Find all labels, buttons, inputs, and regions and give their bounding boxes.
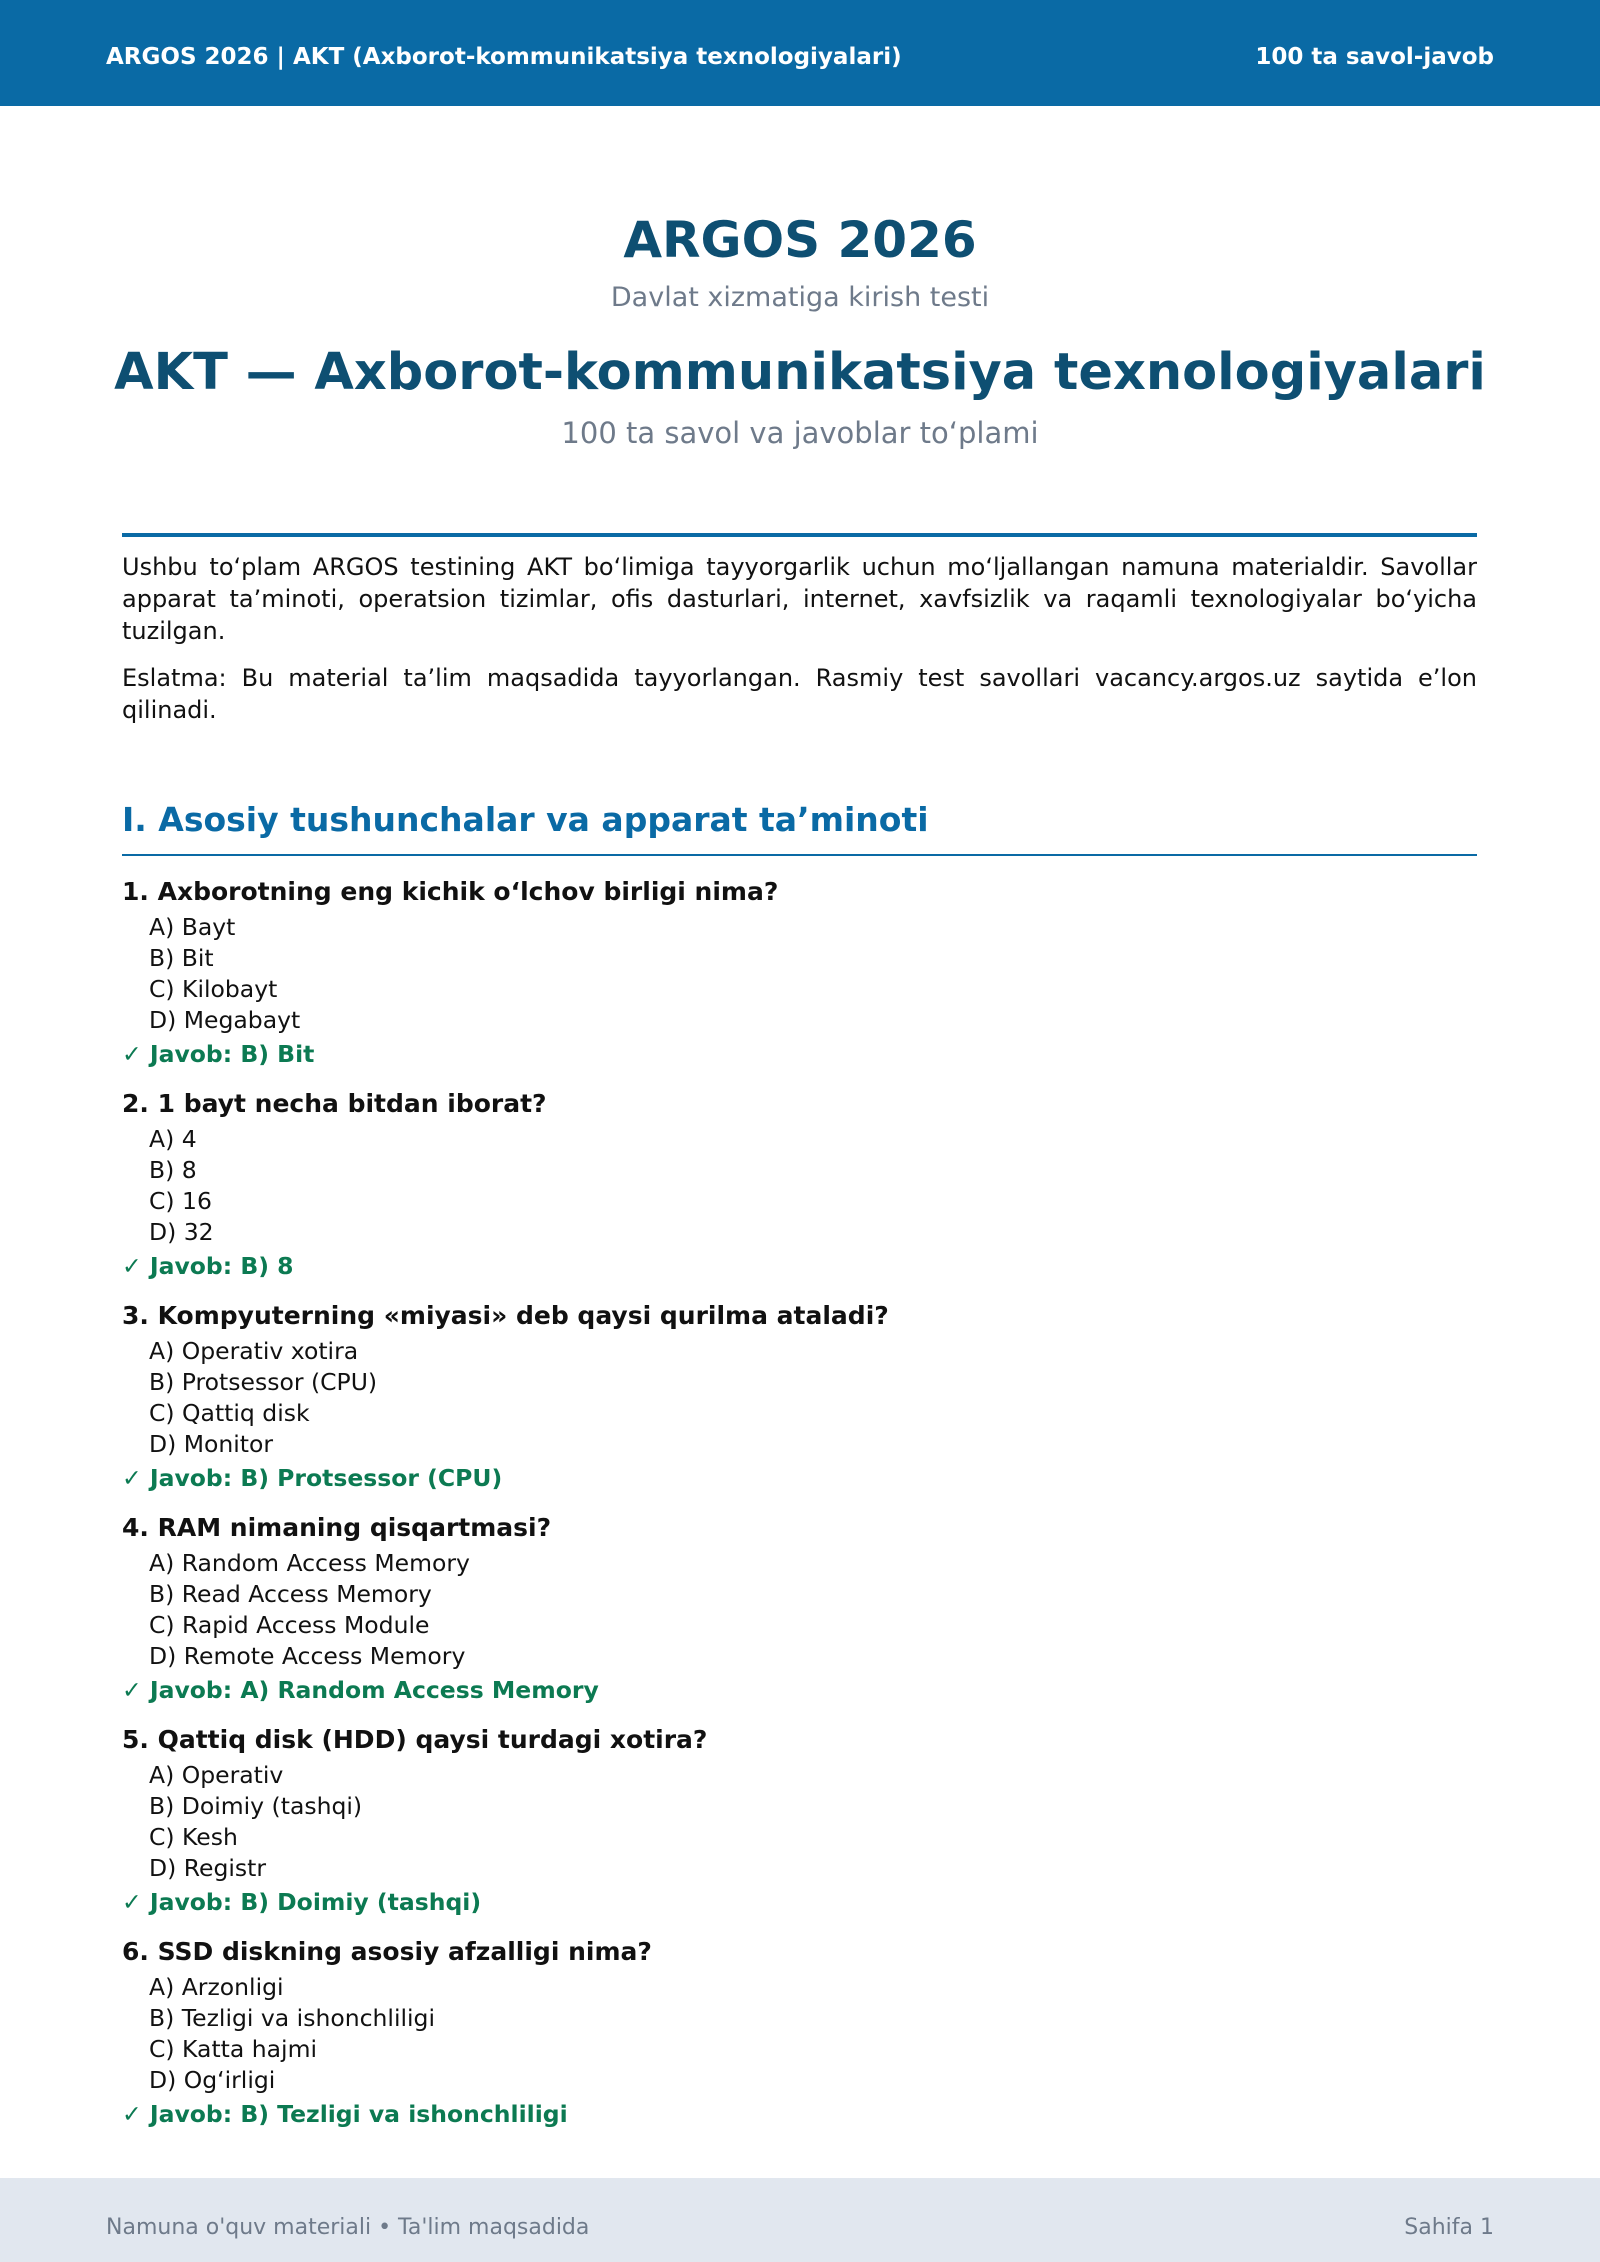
- answer-option: B) Bit: [149, 944, 214, 972]
- question-text: 6. SSD diskning asosiy afzalligi nima?: [122, 1937, 652, 1966]
- page-number: Sahifa 1: [1404, 2215, 1494, 2240]
- answer-option: C) Rapid Access Module: [149, 1611, 430, 1639]
- answer-option: D) Og‘irligi: [149, 2066, 276, 2094]
- question-item: [122, 1299, 1477, 1494]
- answer-option: A) Operativ: [149, 1761, 284, 1789]
- question-text: 2. 1 bayt necha bitdan iborat?: [122, 1089, 547, 1118]
- correct-answer: ✓ Javob: B) Tezligi va ishonchliligi: [122, 2100, 568, 2128]
- question-text: 1. Axborotning eng kichik o‘lchov birligi nima?: [122, 877, 779, 906]
- question-item: [122, 875, 1477, 1070]
- header-title: ARGOS 2026 | AKT (Axborot-kommunikatsiya texnologiyalari): [106, 44, 902, 70]
- answer-option: D) Registr: [149, 1854, 267, 1882]
- answer-option: B) 8: [149, 1156, 197, 1184]
- question-item: [122, 1087, 1477, 1282]
- answer-option: A) Bayt: [149, 913, 236, 941]
- question-item: [122, 1511, 1477, 1706]
- page-footer: [0, 2178, 1600, 2262]
- correct-answer: ✓ Javob: B) Bit: [122, 1040, 315, 1068]
- answer-option: D) Remote Access Memory: [149, 1642, 466, 1670]
- footer-note: Namuna o'quv materiali • Ta'lim maqsadida: [106, 2215, 590, 2240]
- question-item: [122, 1723, 1477, 1918]
- correct-answer: ✓ Javob: B) Protsessor (CPU): [122, 1464, 503, 1492]
- answer-option: C) Katta hajmi: [149, 2035, 317, 2063]
- correct-answer: ✓ Javob: A) Random Access Memory: [122, 1676, 599, 1704]
- answer-option: B) Read Access Memory: [149, 1580, 432, 1608]
- answer-option: D) Monitor: [149, 1430, 274, 1458]
- answer-option: C) Kesh: [149, 1823, 238, 1851]
- answer-option: A) Operativ xotira: [149, 1337, 359, 1365]
- answer-option: B) Tezligi va ishonchliligi: [149, 2004, 435, 2032]
- document-subtitle: 100 ta savol va javoblar to‘plami: [561, 415, 1039, 450]
- intro-paragraph: Ushbu to‘plam ARGOS testining AKT bo‘limiga tayyorgarlik uchun mo‘ljallangan namuna materialdir. Savollar apparat ta’minoti, operatsion tizimlar, ofis dasturlari, internet, xavfsizlik va raqamli texnologiyalar bo‘yicha tuzilgan.: [122, 553, 1477, 645]
- question-item: [122, 1935, 1477, 2130]
- question-text: 4. RAM nimaning qisqartmasi?: [122, 1513, 552, 1542]
- answer-option: B) Protsessor (CPU): [149, 1368, 378, 1396]
- page-header: [0, 0, 1600, 106]
- answer-option: D) Megabayt: [149, 1006, 301, 1034]
- answer-option: B) Doimiy (tashqi): [149, 1792, 363, 1820]
- intro: [122, 551, 1477, 741]
- answer-option: A) Random Access Memory: [149, 1549, 470, 1577]
- document-title: AKT — Axborot-kommunikatsiya texnologiyalari: [114, 343, 1486, 403]
- main-subtitle: Davlat xizmatiga kirish testi: [610, 282, 990, 313]
- section-heading: I. Asosiy tushunchalar va apparat ta’minoti: [122, 800, 1477, 856]
- answer-option: A) Arzonligi: [149, 1973, 284, 2001]
- question-text: 3. Kompyuterning «miyasi» deb qaysi qurilma ataladi?: [122, 1301, 889, 1330]
- header-count: 100 ta savol-javob: [1255, 44, 1494, 70]
- answer-option: A) 4: [149, 1125, 197, 1153]
- answer-option: C) Kilobayt: [149, 975, 278, 1003]
- correct-answer: ✓ Javob: B) 8: [122, 1252, 294, 1280]
- title-divider: [122, 533, 1477, 537]
- note-paragraph: Eslatma: Bu material ta’lim maqsadida tayyorlangan. Rasmiy test savollari vacancy.argos.uz saytida e’lon qilinadi.: [122, 664, 1477, 724]
- answer-option: C) Qattiq disk: [149, 1399, 310, 1427]
- answer-option: C) 16: [149, 1187, 212, 1215]
- correct-answer: ✓ Javob: B) Doimiy (tashqi): [122, 1888, 482, 1916]
- main-title: ARGOS 2026: [623, 211, 977, 269]
- question-text: 5. Qattiq disk (HDD) qaysi turdagi xotira?: [122, 1725, 708, 1754]
- answer-option: D) 32: [149, 1218, 214, 1246]
- question-list: [122, 875, 1477, 2147]
- title-block: [0, 210, 1600, 450]
